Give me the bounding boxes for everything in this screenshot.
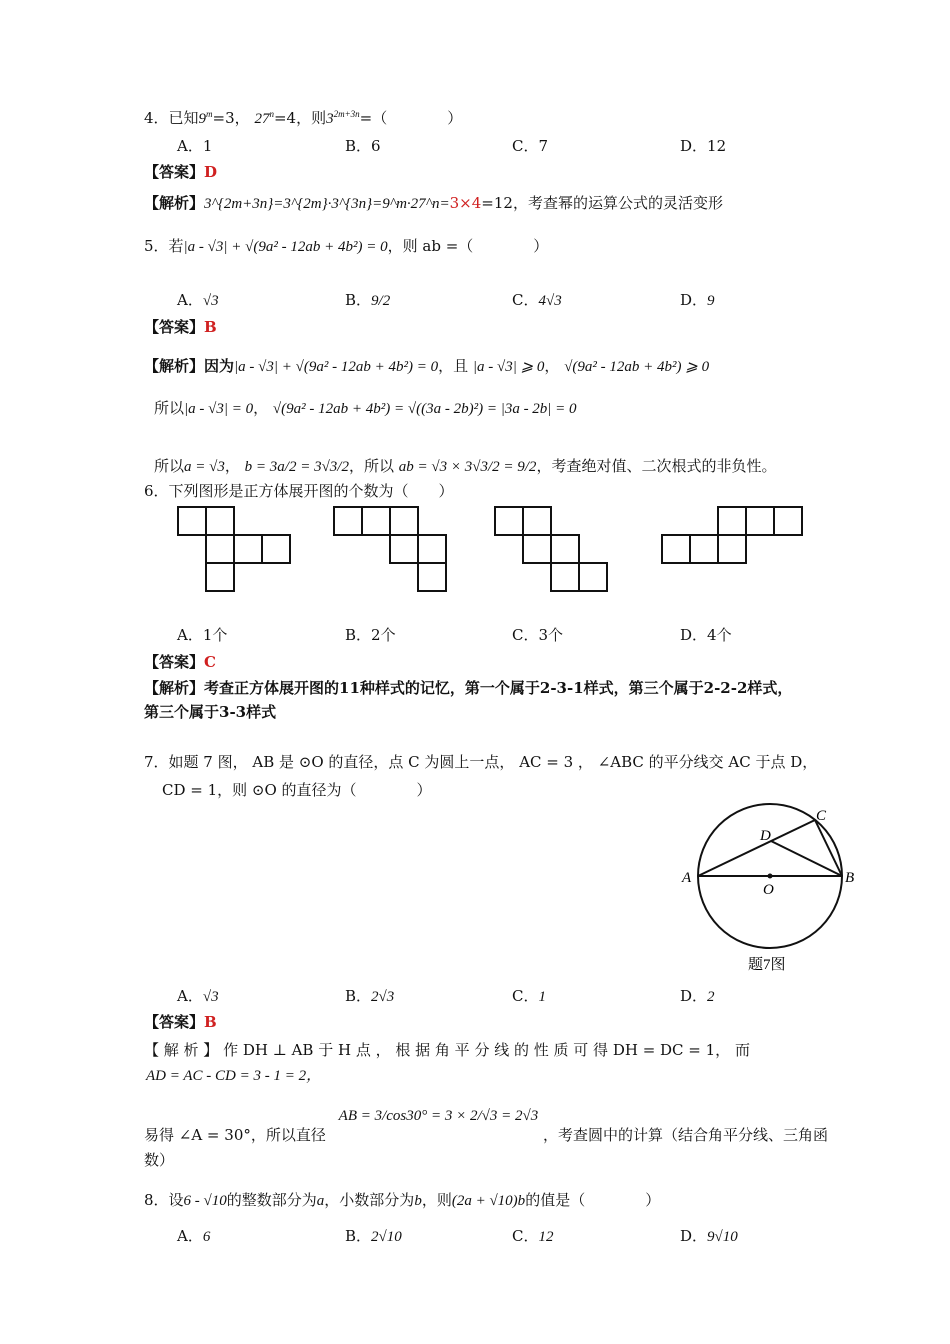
q7-option-a: A．√3	[177, 987, 219, 1005]
q6-answer: 【答案】C	[144, 653, 216, 671]
q7-option-c: C．1	[512, 987, 546, 1005]
q7-analysis-line2: AD = AC - CD = 3 - 1 = 2，	[146, 1068, 322, 1084]
q7-analysis-line1: 【 解 析 】 作 DH ⊥ AB 于 H 点 ， 根 据 角 平 分 线 的 性 质 可 得 DH = DC = 1， 而	[144, 1041, 750, 1059]
q7-answer: 【答案】B	[144, 1013, 217, 1031]
q6-analysis-line1: 【解析】考查正方体展开图的11种样式的记忆，第一个属于2-3-1样式，第三个属于2-2-2样式，	[144, 679, 793, 697]
label-c: C	[816, 808, 827, 824]
q7-option-b: B．2√3	[345, 987, 395, 1005]
label-b: B	[845, 870, 855, 886]
q6-analysis-line2: 第三个属于3-3样式	[144, 703, 277, 721]
q4-option-b: B．6	[345, 137, 381, 155]
q7-analysis-line4: 数）	[144, 1151, 175, 1169]
center-point	[768, 874, 773, 879]
q8-stem: 8．设6 - √10的整数部分为a，小数部分为b，则(2a + √10)b的值是（ ）	[144, 1191, 661, 1209]
q6-net-1	[178, 507, 290, 591]
q4-option-d: D．12	[680, 137, 727, 155]
q6-nets-figure	[0, 505, 950, 595]
q4-option-c: C．7	[512, 137, 549, 155]
q4-stem: 4．已知$9^m=3$， $27^n=4$，则$3^{2m+3n}=$（ ）	[144, 109, 463, 127]
q5-answer: 【答案】B	[144, 318, 217, 336]
q5-analysis-line3: 所以a = √3， b = 3a/2 = 3√3/2，所以 ab = √3 × 3√3/2 = 9/2，考查绝对值、二次根式的非负性。	[154, 457, 777, 475]
figure-caption: 题7图	[748, 957, 786, 973]
label-o: O	[763, 882, 774, 898]
q6-net-2	[334, 507, 446, 591]
q5-stem: 5．若|a - √3| + √(9a² - 12ab + 4b²) = 0，则 ab =（ ）	[144, 237, 549, 255]
q4-option-a: A．1	[177, 137, 213, 155]
q7-stem-line1: 7．如题 7 图， AB 是 ⊙O 的直径，点 C 为圆上一点， AC = 3 ， ∠ABC 的平分线交 AC 于点 D，	[144, 753, 818, 771]
q4-answer: 【答案】D	[144, 163, 218, 181]
q5-option-a: A．√3	[177, 291, 219, 309]
q5-option-b: B．9/2	[345, 291, 391, 309]
q8-option-d: D．9√10	[680, 1227, 738, 1245]
q8-option-c: C．12	[512, 1227, 554, 1245]
label-d: D	[760, 828, 771, 844]
q7-circle-figure	[676, 800, 866, 980]
q8-option-a: A．6	[177, 1227, 211, 1245]
q7-option-d: D．2	[680, 987, 715, 1005]
q6-net-4	[662, 507, 802, 563]
q5-analysis-line2: 所以|a - √3| = 0， √(9a² - 12ab + 4b²) = √((3a - 2b)²) = |3a - 2b| = 0	[154, 399, 577, 417]
q5-option-d: D．9	[680, 291, 715, 309]
q6-option-b: B．2个	[345, 626, 396, 644]
q7-stem-line2: CD = 1，则 ⊙O 的直径为（ ）	[162, 781, 432, 799]
q6-stem: 6．下列图形是正方体展开图的个数为（ ）	[144, 482, 454, 500]
q6-option-a: A．1个	[177, 626, 228, 644]
q4-analysis: 【解析】3^{2m+3n}=3^{2m}·3^{3n}=9^m·27^n=3×4=12，考查幂的运算公式的灵活变形	[144, 194, 723, 212]
q8-option-b: B．2√10	[345, 1227, 402, 1245]
q5-analysis-line1: 【解析】因为|a - √3| + √(9a² - 12ab + 4b²) = 0，且 |a - √3| ⩾ 0， √(9a² - 12ab + 4b²) ⩾ 0	[144, 357, 710, 375]
q6-option-c: C．3个	[512, 626, 564, 644]
chord-bc	[815, 820, 842, 876]
q6-net-3	[495, 507, 607, 591]
q7-analysis-line3: 易得 ∠A = 30°，所以直径 AB = 3/cos30° = 3 × 2/√3 = 2√3 ，考查圆中的计算（结合角平分线、三角函	[144, 1108, 829, 1144]
q5-option-c: C．4√3	[512, 291, 562, 309]
q6-option-d: D．4个	[680, 626, 732, 644]
label-a: A	[682, 870, 692, 886]
bisector-bd	[771, 841, 842, 876]
